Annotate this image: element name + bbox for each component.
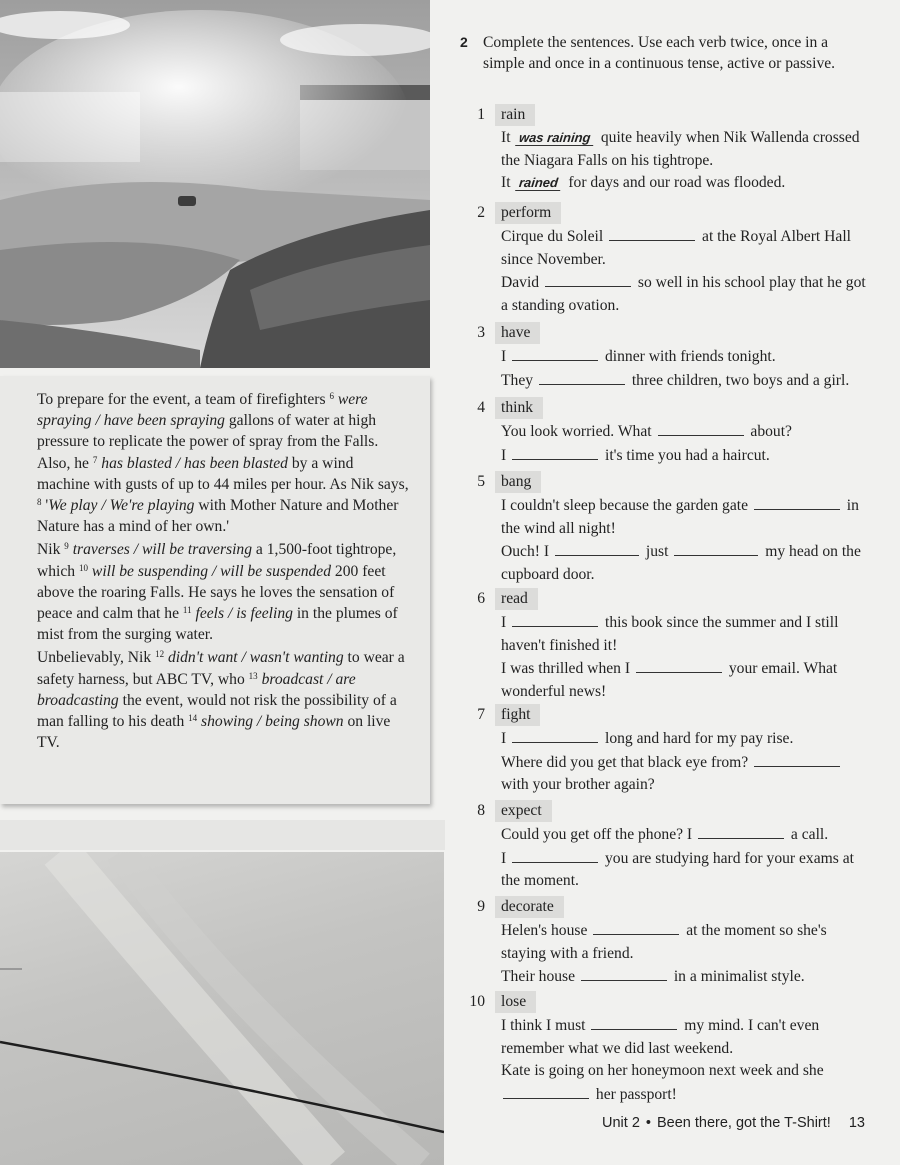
sentence (501, 751, 866, 797)
sentence (501, 823, 866, 847)
answer-blank (658, 420, 744, 436)
item-number: 4 (477, 399, 485, 416)
passage-paragraph-1 (37, 389, 409, 537)
gap-number: 8 (37, 497, 42, 508)
answer-blank (512, 727, 598, 743)
sentence (501, 965, 866, 989)
text-run: three children, two boys and a girl. (627, 371, 850, 389)
item-number: 6 (477, 590, 485, 607)
item-number: 9 (477, 898, 485, 915)
text-run: in the wind all night! (501, 497, 859, 537)
text-run: ' (41, 497, 49, 515)
answer-options: showing / being shown (201, 713, 344, 731)
sentence (501, 1060, 866, 1106)
sentence (501, 345, 866, 369)
gap-number: 10 (79, 562, 89, 573)
item-sentences (501, 1014, 866, 1106)
answer-blank (539, 369, 625, 385)
answer-blank (754, 751, 840, 767)
text-run: for days and our road was flooded. (564, 174, 786, 192)
item-sentences (501, 345, 866, 392)
gap-number: 7 (92, 454, 98, 465)
gap-number: 6 (329, 391, 334, 401)
text-run: your email. What wonderful news! (501, 660, 838, 700)
unit-title: Been there, got the T-Shirt! (656, 1115, 831, 1131)
handwritten-answer: rained (516, 175, 563, 191)
item-sentences (501, 494, 866, 586)
exercise-column (440, 0, 900, 1165)
text-run: the event, would not risk the possibility of a man falling to his death (37, 691, 397, 731)
text-run: in a minimalist style. (669, 968, 805, 986)
handwritten-answer: was raining (516, 130, 595, 146)
text-run: to wear a safety harness, but ABC TV, who (37, 649, 405, 688)
verb-label: expect (495, 800, 552, 822)
answer-blank (503, 1083, 589, 1099)
verb-label: lose (495, 991, 536, 1013)
text-run: I (501, 849, 511, 867)
text-run: Unbelievably, Nik (37, 649, 156, 667)
answer-blank (698, 823, 784, 839)
verb-label: think (495, 397, 543, 419)
text-run: you are studying hard for your exams at the moment. (501, 849, 854, 890)
text-run: my head on the cupboard door. (501, 543, 861, 583)
answer-blank (636, 657, 722, 673)
reading-passage-box (0, 376, 430, 804)
sentence (501, 919, 866, 965)
answer-options: will be suspending / will be suspended (91, 562, 332, 580)
text-run: Cirque du Soleil (501, 228, 608, 245)
answer-blank (609, 225, 695, 241)
verb-label: rain (495, 104, 535, 126)
text-run: dinner with friends tonight. (601, 348, 776, 365)
verb-label: decorate (495, 896, 564, 918)
waterfall-illustration (0, 0, 430, 368)
text-run: They (501, 371, 537, 389)
text-run: I couldn't sleep because the garden gate (501, 497, 752, 514)
gap-number: 14 (188, 713, 198, 724)
item-number: 3 (477, 324, 485, 341)
tightrope-illustration (0, 852, 444, 1165)
sentence (501, 727, 866, 751)
answer-options: traverses / will be traversing (72, 541, 253, 559)
text-run: David (501, 274, 544, 292)
sentence (501, 172, 866, 195)
sentence (501, 420, 866, 444)
answer-blank (555, 540, 639, 556)
answer-options: didn't want / wasn't wanting (168, 649, 344, 667)
text-run: I (501, 446, 511, 464)
sentence (501, 657, 866, 703)
item-sentences (501, 823, 866, 893)
gap-number: 12 (155, 649, 165, 660)
text-run: about? (746, 423, 792, 440)
text-run: 200 feet above the roaring Falls. He says he loves the sensation of peace and calm that he (37, 562, 395, 623)
text-run: To prepare for the event, a team of firefighters (37, 391, 330, 408)
sentence (501, 847, 866, 893)
text-run: Could you get off the phone? I (501, 826, 697, 843)
verb-label: read (495, 588, 538, 610)
verb-label: perform (495, 202, 561, 224)
text-run: by a wind machine with gusts of up to 44 miles per hour. As Nik says, (37, 454, 409, 493)
footer-separator: • (645, 1115, 651, 1131)
text-run: my mind. I can't even remember what we did last weekend. (501, 1017, 820, 1057)
text-run: Nik (37, 541, 65, 559)
answer-blank (591, 1014, 677, 1030)
niagara-falls-photo (0, 0, 430, 368)
text-run: Kate is going on her honeymoon next week and she (501, 1062, 824, 1080)
answer-blank (512, 345, 598, 361)
text-run: with Mother Nature and Mother Nature has a mind of her own.' (37, 497, 399, 536)
answer-blank (512, 847, 598, 863)
text-run: at the Royal Albert Hall since November. (501, 228, 851, 268)
item-sentences (501, 727, 866, 797)
answer-blank (593, 919, 679, 935)
text-run: I (501, 348, 511, 365)
passage-paragraph-2 (37, 539, 409, 645)
text-run: I was thrilled when I (501, 660, 634, 678)
verb-label: have (495, 322, 540, 344)
unit-label: Unit 2 (602, 1115, 640, 1131)
page-gap (0, 820, 445, 850)
answer-blank (674, 540, 758, 556)
item-number: 7 (477, 706, 485, 723)
text-run: Where did you get that black eye from? (501, 753, 753, 771)
sentence (501, 225, 866, 271)
item-sentences (501, 420, 866, 467)
page-number: 13 (848, 1115, 865, 1131)
text-run: It (501, 129, 515, 146)
text-run: Their house (501, 968, 579, 986)
text-run: her passport! (592, 1085, 677, 1103)
item-number: 10 (469, 993, 485, 1010)
item-number: 5 (477, 473, 485, 490)
item-number: 2 (477, 204, 485, 221)
text-run: it's time you had a haircut. (601, 446, 770, 464)
answer-options: broadcast / are broadcasting (37, 670, 356, 709)
item-sentences (501, 127, 866, 195)
text-run: this book since the summer and I still haven't finished it! (501, 614, 839, 654)
sentence (501, 494, 866, 540)
verb-label: bang (495, 471, 541, 493)
item-number: 1 (477, 106, 485, 123)
gap-number: 9 (64, 541, 69, 552)
text-run: just (641, 543, 673, 561)
page-footer (602, 1115, 900, 1131)
answer-blank (512, 444, 598, 460)
text-run: at the moment so she's staying with a friend. (501, 922, 827, 962)
exercise-number: 2 (460, 34, 468, 50)
item-number: 8 (477, 802, 485, 819)
exercise-instructions: Complete the sentences. Use each verb twice, once in a simple and once in a continuous tense, active or passive. (483, 34, 836, 72)
verb-label: fight (495, 704, 540, 726)
answer-options: We play / We're playing (48, 497, 195, 515)
answer-options: were spraying / have been spraying (37, 391, 368, 430)
answer-blank (545, 271, 631, 287)
text-run: on live TV. (37, 713, 391, 752)
gap-number: 11 (182, 605, 192, 616)
item-sentences (501, 919, 866, 989)
text-run: a call. (787, 826, 829, 843)
text-run: a 1,500-foot tightrope, which (37, 541, 397, 580)
passage-paragraph-3 (37, 647, 409, 753)
gap-number: 13 (248, 670, 258, 681)
sentence (501, 127, 866, 172)
answer-blank (754, 494, 840, 510)
sentence (501, 611, 866, 657)
answer-blank (512, 611, 598, 627)
text-run: gallons of water at high pressure to replicate the power of spray from the Falls. Also, he (37, 412, 379, 472)
text-run: I think I must (501, 1017, 590, 1034)
text-run: You look worried. What (501, 423, 656, 440)
item-sentences (501, 611, 866, 703)
lower-photo (0, 852, 444, 1165)
text-run: Helen's house (501, 922, 592, 939)
text-run: so well in his school play that he got a standing ovation. (501, 274, 866, 314)
sentence (501, 444, 866, 468)
text-run: It (501, 174, 515, 192)
answer-options: has blasted / has been blasted (101, 454, 288, 472)
text-run: I (501, 614, 511, 631)
sentence (501, 540, 866, 586)
text-run: Ouch! I (501, 543, 553, 561)
sentence (501, 1014, 866, 1060)
text-run: in the plumes of mist from the surging water. (37, 605, 398, 644)
answer-blank (581, 965, 667, 981)
text-run: quite heavily when Nik Wallenda crossed the Niagara Falls on his tightrope. (501, 129, 860, 169)
answer-options: feels / is feeling (195, 605, 293, 623)
sentence (501, 369, 866, 393)
text-run: I (501, 730, 511, 747)
text-run: with your brother again? (501, 776, 655, 794)
sentence (501, 271, 866, 317)
item-sentences (501, 225, 866, 317)
text-run: long and hard for my pay rise. (601, 730, 794, 747)
